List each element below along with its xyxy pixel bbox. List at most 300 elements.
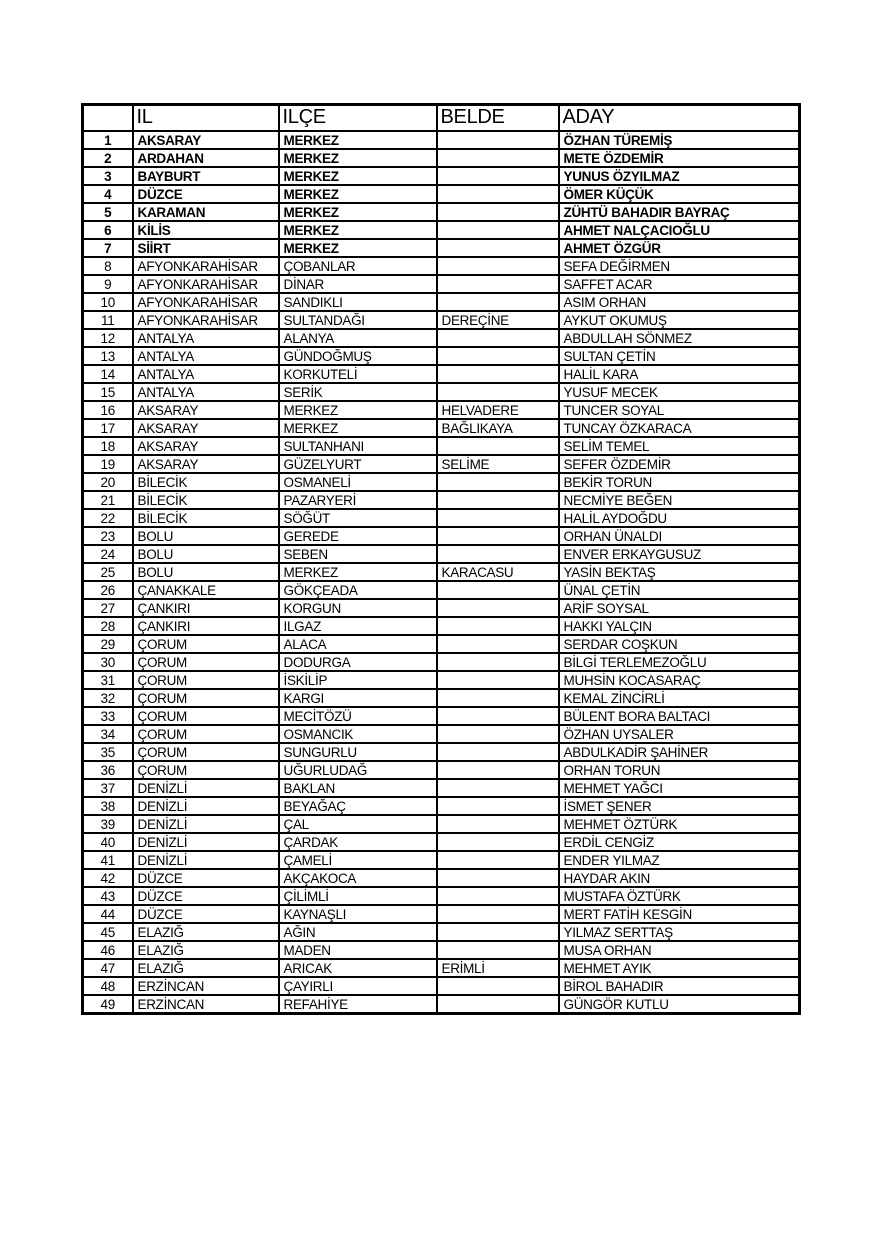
ilce-cell: AKÇAKOCA bbox=[279, 869, 437, 887]
il-cell: ÇORUM bbox=[133, 761, 279, 779]
table-row bbox=[83, 905, 800, 923]
row-number-cell: 43 bbox=[83, 887, 133, 905]
row-number-cell: 11 bbox=[83, 311, 133, 329]
il-cell: BOLU bbox=[133, 545, 279, 563]
row-number-cell: 35 bbox=[83, 743, 133, 761]
table-row bbox=[83, 941, 800, 959]
belde-cell bbox=[437, 779, 559, 797]
ilce-cell: SÖĞÜT bbox=[279, 509, 437, 527]
il-cell: ERZİNCAN bbox=[133, 995, 279, 1014]
il-cell: DENİZLİ bbox=[133, 851, 279, 869]
il-cell: AFYONKARAHİSAR bbox=[133, 257, 279, 275]
table-row bbox=[83, 959, 800, 977]
il-cell: ANTALYA bbox=[133, 347, 279, 365]
belde-cell bbox=[437, 995, 559, 1014]
ilce-cell: ALANYA bbox=[279, 329, 437, 347]
row-number-cell: 34 bbox=[83, 725, 133, 743]
table-row bbox=[83, 851, 800, 869]
row-number-cell: 25 bbox=[83, 563, 133, 581]
aday-cell: YUNUS ÖZYILMAZ bbox=[559, 167, 800, 185]
ilce-cell: OSMANCIK bbox=[279, 725, 437, 743]
table-row bbox=[83, 509, 800, 527]
table-row bbox=[83, 347, 800, 365]
aday-cell: METE ÖZDEMİR bbox=[559, 149, 800, 167]
ilce-cell: REFAHİYE bbox=[279, 995, 437, 1014]
ilce-cell: KORKUTELİ bbox=[279, 365, 437, 383]
belde-cell bbox=[437, 761, 559, 779]
row-number-cell: 9 bbox=[83, 275, 133, 293]
table-row bbox=[83, 221, 800, 239]
row-number-cell: 6 bbox=[83, 221, 133, 239]
belde-cell bbox=[437, 185, 559, 203]
il-cell: AKSARAY bbox=[133, 437, 279, 455]
row-number-cell: 33 bbox=[83, 707, 133, 725]
ilce-cell: ÇAMELİ bbox=[279, 851, 437, 869]
ilce-cell: ARICAK bbox=[279, 959, 437, 977]
belde-cell bbox=[437, 941, 559, 959]
ilce-cell: UĞURLUDAĞ bbox=[279, 761, 437, 779]
row-number-cell: 26 bbox=[83, 581, 133, 599]
aday-cell: ORHAN TORUN bbox=[559, 761, 800, 779]
belde-cell bbox=[437, 491, 559, 509]
row-number-cell: 44 bbox=[83, 905, 133, 923]
aday-cell: GÜNGÖR KUTLU bbox=[559, 995, 800, 1014]
belde-cell bbox=[437, 923, 559, 941]
il-cell: ELAZIĞ bbox=[133, 959, 279, 977]
il-cell: KARAMAN bbox=[133, 203, 279, 221]
ilce-cell: DİNAR bbox=[279, 275, 437, 293]
ilce-cell: MERKEZ bbox=[279, 149, 437, 167]
belde-cell: HELVADERE bbox=[437, 401, 559, 419]
ilce-cell: PAZARYERİ bbox=[279, 491, 437, 509]
table-row bbox=[83, 329, 800, 347]
table-row bbox=[83, 599, 800, 617]
aday-cell: ERDİL CENGİZ bbox=[559, 833, 800, 851]
aday-cell: SAFFET ACAR bbox=[559, 275, 800, 293]
aday-cell: SEFA DEĞİRMEN bbox=[559, 257, 800, 275]
aday-cell: AYKUT OKUMUŞ bbox=[559, 311, 800, 329]
il-cell: ÇORUM bbox=[133, 635, 279, 653]
belde-cell bbox=[437, 725, 559, 743]
belde-cell bbox=[437, 275, 559, 293]
il-cell: DENİZLİ bbox=[133, 833, 279, 851]
belde-cell bbox=[437, 653, 559, 671]
table-row bbox=[83, 887, 800, 905]
row-number-cell: 45 bbox=[83, 923, 133, 941]
il-cell: AFYONKARAHİSAR bbox=[133, 293, 279, 311]
il-cell: AKSARAY bbox=[133, 455, 279, 473]
ilce-cell: MERKEZ bbox=[279, 167, 437, 185]
aday-cell: YUSUF MECEK bbox=[559, 383, 800, 401]
aday-cell: SEFER ÖZDEMİR bbox=[559, 455, 800, 473]
belde-cell: DEREÇİNE bbox=[437, 311, 559, 329]
table-row bbox=[83, 239, 800, 257]
table-row bbox=[83, 671, 800, 689]
ilce-cell: SULTANHANI bbox=[279, 437, 437, 455]
ilce-cell: ÇAYIRLI bbox=[279, 977, 437, 995]
table-row bbox=[83, 131, 800, 149]
il-cell: ÇORUM bbox=[133, 707, 279, 725]
belde-cell bbox=[437, 203, 559, 221]
ilce-cell: OSMANELİ bbox=[279, 473, 437, 491]
il-cell: BİLECİK bbox=[133, 509, 279, 527]
aday-cell: BİLGİ TERLEMEZOĞLU bbox=[559, 653, 800, 671]
row-number-cell: 27 bbox=[83, 599, 133, 617]
ilce-cell: ÇOBANLAR bbox=[279, 257, 437, 275]
il-cell: ELAZIĞ bbox=[133, 941, 279, 959]
il-cell: ANTALYA bbox=[133, 329, 279, 347]
aday-cell: SELİM TEMEL bbox=[559, 437, 800, 455]
table-row bbox=[83, 995, 800, 1014]
aday-cell: SERDAR COŞKUN bbox=[559, 635, 800, 653]
aday-cell: TUNCAY ÖZKARACA bbox=[559, 419, 800, 437]
row-number-cell: 1 bbox=[83, 131, 133, 149]
ilce-cell: MADEN bbox=[279, 941, 437, 959]
table-row bbox=[83, 743, 800, 761]
table-row bbox=[83, 311, 800, 329]
table-row bbox=[83, 275, 800, 293]
table-row bbox=[83, 383, 800, 401]
table-row bbox=[83, 635, 800, 653]
row-number-cell: 2 bbox=[83, 149, 133, 167]
belde-cell bbox=[437, 437, 559, 455]
il-cell: BAYBURT bbox=[133, 167, 279, 185]
aday-cell: ABDULKADİR ŞAHİNER bbox=[559, 743, 800, 761]
ilce-cell: BEYAĞAÇ bbox=[279, 797, 437, 815]
row-number-cell: 38 bbox=[83, 797, 133, 815]
il-cell: ÇORUM bbox=[133, 725, 279, 743]
belde-cell bbox=[437, 347, 559, 365]
belde-cell: ERİMLİ bbox=[437, 959, 559, 977]
table-row bbox=[83, 617, 800, 635]
header-il: IL bbox=[133, 105, 279, 132]
il-cell: AFYONKARAHİSAR bbox=[133, 275, 279, 293]
belde-cell: KARACASU bbox=[437, 563, 559, 581]
table-row bbox=[83, 149, 800, 167]
ilce-cell: KARGI bbox=[279, 689, 437, 707]
aday-cell: HAYDAR AKIN bbox=[559, 869, 800, 887]
table-row bbox=[83, 869, 800, 887]
belde-cell bbox=[437, 833, 559, 851]
table-header-row bbox=[83, 105, 800, 132]
belde-cell bbox=[437, 815, 559, 833]
aday-cell: ORHAN ÜNALDI bbox=[559, 527, 800, 545]
table-row bbox=[83, 185, 800, 203]
aday-cell: MUHSİN KOCASARAÇ bbox=[559, 671, 800, 689]
belde-cell bbox=[437, 977, 559, 995]
belde-cell bbox=[437, 167, 559, 185]
header-ilce: ILÇE bbox=[279, 105, 437, 132]
row-number-cell: 21 bbox=[83, 491, 133, 509]
row-number-cell: 14 bbox=[83, 365, 133, 383]
table-row bbox=[83, 491, 800, 509]
ilce-cell: İSKİLİP bbox=[279, 671, 437, 689]
aday-cell: ÖMER KÜÇÜK bbox=[559, 185, 800, 203]
ilce-cell: GEREDE bbox=[279, 527, 437, 545]
row-number-cell: 20 bbox=[83, 473, 133, 491]
il-cell: ELAZIĞ bbox=[133, 923, 279, 941]
aday-cell: BÜLENT BORA BALTACI bbox=[559, 707, 800, 725]
il-cell: ÇORUM bbox=[133, 689, 279, 707]
il-cell: ÇORUM bbox=[133, 671, 279, 689]
table-row bbox=[83, 437, 800, 455]
row-number-cell: 13 bbox=[83, 347, 133, 365]
row-number-cell: 28 bbox=[83, 617, 133, 635]
aday-cell: KEMAL ZİNCİRLİ bbox=[559, 689, 800, 707]
row-number-cell: 22 bbox=[83, 509, 133, 527]
il-cell: DÜZCE bbox=[133, 887, 279, 905]
candidates-table bbox=[81, 103, 801, 1015]
table-row bbox=[83, 401, 800, 419]
belde-cell bbox=[437, 239, 559, 257]
ilce-cell: SERİK bbox=[279, 383, 437, 401]
header-aday: ADAY bbox=[559, 105, 800, 132]
table-row bbox=[83, 167, 800, 185]
table-row bbox=[83, 563, 800, 581]
row-number-cell: 41 bbox=[83, 851, 133, 869]
ilce-cell: BAKLAN bbox=[279, 779, 437, 797]
il-cell: ÇANKIRI bbox=[133, 617, 279, 635]
il-cell: ÇANKIRI bbox=[133, 599, 279, 617]
belde-cell bbox=[437, 293, 559, 311]
table-row bbox=[83, 455, 800, 473]
row-number-cell: 24 bbox=[83, 545, 133, 563]
row-number-cell: 15 bbox=[83, 383, 133, 401]
ilce-cell: DODURGA bbox=[279, 653, 437, 671]
ilce-cell: SANDIKLI bbox=[279, 293, 437, 311]
row-number-cell: 17 bbox=[83, 419, 133, 437]
aday-cell: ÜNAL ÇETİN bbox=[559, 581, 800, 599]
ilce-cell: MECİTÖZÜ bbox=[279, 707, 437, 725]
row-number-cell: 39 bbox=[83, 815, 133, 833]
aday-cell: BİROL BAHADIR bbox=[559, 977, 800, 995]
table-body bbox=[83, 131, 800, 1014]
table-row bbox=[83, 707, 800, 725]
table-row bbox=[83, 545, 800, 563]
row-number-cell: 37 bbox=[83, 779, 133, 797]
row-number-cell: 16 bbox=[83, 401, 133, 419]
ilce-cell: KAYNAŞLI bbox=[279, 905, 437, 923]
aday-cell: AHMET NALÇACIOĞLU bbox=[559, 221, 800, 239]
il-cell: DENİZLİ bbox=[133, 779, 279, 797]
table-row bbox=[83, 923, 800, 941]
belde-cell bbox=[437, 887, 559, 905]
aday-cell: MERT FATİH KESGİN bbox=[559, 905, 800, 923]
belde-cell: BAĞLIKAYA bbox=[437, 419, 559, 437]
table-row bbox=[83, 257, 800, 275]
table-row bbox=[83, 293, 800, 311]
belde-cell: SELİME bbox=[437, 455, 559, 473]
ilce-cell: GÜNDOĞMUŞ bbox=[279, 347, 437, 365]
ilce-cell: SUNGURLU bbox=[279, 743, 437, 761]
il-cell: ÇORUM bbox=[133, 653, 279, 671]
il-cell: ARDAHAN bbox=[133, 149, 279, 167]
il-cell: DENİZLİ bbox=[133, 815, 279, 833]
ilce-cell: SEBEN bbox=[279, 545, 437, 563]
row-number-cell: 47 bbox=[83, 959, 133, 977]
aday-cell: İSMET ŞENER bbox=[559, 797, 800, 815]
il-cell: ÇORUM bbox=[133, 743, 279, 761]
row-number-cell: 40 bbox=[83, 833, 133, 851]
il-cell: BOLU bbox=[133, 527, 279, 545]
row-number-cell: 42 bbox=[83, 869, 133, 887]
aday-cell: MEHMET ÖZTÜRK bbox=[559, 815, 800, 833]
il-cell: DÜZCE bbox=[133, 905, 279, 923]
row-number-cell: 31 bbox=[83, 671, 133, 689]
il-cell: AFYONKARAHİSAR bbox=[133, 311, 279, 329]
aday-cell: MUSTAFA ÖZTÜRK bbox=[559, 887, 800, 905]
header-belde: BELDE bbox=[437, 105, 559, 132]
il-cell: ERZİNCAN bbox=[133, 977, 279, 995]
belde-cell bbox=[437, 131, 559, 149]
il-cell: AKSARAY bbox=[133, 401, 279, 419]
aday-cell: HALİL AYDOĞDU bbox=[559, 509, 800, 527]
aday-cell: HAKKI YALÇIN bbox=[559, 617, 800, 635]
aday-cell: YASİN BEKTAŞ bbox=[559, 563, 800, 581]
il-cell: AKSARAY bbox=[133, 131, 279, 149]
ilce-cell: ÇARDAK bbox=[279, 833, 437, 851]
il-cell: BİLECİK bbox=[133, 491, 279, 509]
row-number-cell: 7 bbox=[83, 239, 133, 257]
il-cell: AKSARAY bbox=[133, 419, 279, 437]
aday-cell: MUSA ORHAN bbox=[559, 941, 800, 959]
row-number-cell: 46 bbox=[83, 941, 133, 959]
il-cell: DÜZCE bbox=[133, 869, 279, 887]
aday-cell: BEKİR TORUN bbox=[559, 473, 800, 491]
ilce-cell: ÇAL bbox=[279, 815, 437, 833]
ilce-cell: MERKEZ bbox=[279, 185, 437, 203]
belde-cell bbox=[437, 383, 559, 401]
aday-cell: ASIM ORHAN bbox=[559, 293, 800, 311]
table-row bbox=[83, 797, 800, 815]
aday-cell: TUNCER SOYAL bbox=[559, 401, 800, 419]
belde-cell bbox=[437, 365, 559, 383]
aday-cell: NECMİYE BEĞEN bbox=[559, 491, 800, 509]
row-number-cell: 48 bbox=[83, 977, 133, 995]
table-row bbox=[83, 527, 800, 545]
row-number-cell: 3 bbox=[83, 167, 133, 185]
aday-cell: ÖZHAN TÜREMİŞ bbox=[559, 131, 800, 149]
il-cell: ANTALYA bbox=[133, 365, 279, 383]
row-number-cell: 32 bbox=[83, 689, 133, 707]
belde-cell bbox=[437, 221, 559, 239]
belde-cell bbox=[437, 869, 559, 887]
row-number-cell: 5 bbox=[83, 203, 133, 221]
aday-cell: ABDULLAH SÖNMEZ bbox=[559, 329, 800, 347]
belde-cell bbox=[437, 617, 559, 635]
row-number-cell: 10 bbox=[83, 293, 133, 311]
aday-cell: ENVER ERKAYGUSUZ bbox=[559, 545, 800, 563]
belde-cell bbox=[437, 527, 559, 545]
belde-cell bbox=[437, 509, 559, 527]
row-number-cell: 36 bbox=[83, 761, 133, 779]
il-cell: BİLECİK bbox=[133, 473, 279, 491]
header-no bbox=[83, 105, 133, 132]
aday-cell: MEHMET YAĞCI bbox=[559, 779, 800, 797]
table-row bbox=[83, 419, 800, 437]
row-number-cell: 30 bbox=[83, 653, 133, 671]
belde-cell bbox=[437, 329, 559, 347]
belde-cell bbox=[437, 581, 559, 599]
aday-cell: AHMET ÖZGÜR bbox=[559, 239, 800, 257]
table-row bbox=[83, 689, 800, 707]
il-cell: DÜZCE bbox=[133, 185, 279, 203]
ilce-cell: MERKEZ bbox=[279, 131, 437, 149]
ilce-cell: MERKEZ bbox=[279, 401, 437, 419]
belde-cell bbox=[437, 599, 559, 617]
aday-cell: ÖZHAN UYSALER bbox=[559, 725, 800, 743]
row-number-cell: 4 bbox=[83, 185, 133, 203]
table-row bbox=[83, 977, 800, 995]
il-cell: ÇANAKKALE bbox=[133, 581, 279, 599]
table-row bbox=[83, 725, 800, 743]
belde-cell bbox=[437, 149, 559, 167]
row-number-cell: 29 bbox=[83, 635, 133, 653]
belde-cell bbox=[437, 851, 559, 869]
belde-cell bbox=[437, 635, 559, 653]
table-row bbox=[83, 365, 800, 383]
il-cell: SİİRT bbox=[133, 239, 279, 257]
row-number-cell: 12 bbox=[83, 329, 133, 347]
row-number-cell: 18 bbox=[83, 437, 133, 455]
row-number-cell: 49 bbox=[83, 995, 133, 1014]
belde-cell bbox=[437, 905, 559, 923]
aday-cell: SULTAN ÇETİN bbox=[559, 347, 800, 365]
belde-cell bbox=[437, 707, 559, 725]
ilce-cell: SULTANDAĞI bbox=[279, 311, 437, 329]
table-row bbox=[83, 581, 800, 599]
table-row bbox=[83, 815, 800, 833]
aday-cell: MEHMET AYIK bbox=[559, 959, 800, 977]
aday-cell: YILMAZ SERTTAŞ bbox=[559, 923, 800, 941]
aday-cell: ARİF SOYSAL bbox=[559, 599, 800, 617]
ilce-cell: KORGUN bbox=[279, 599, 437, 617]
table-row bbox=[83, 761, 800, 779]
belde-cell bbox=[437, 257, 559, 275]
ilce-cell: GÜZELYURT bbox=[279, 455, 437, 473]
belde-cell bbox=[437, 743, 559, 761]
ilce-cell: ALACA bbox=[279, 635, 437, 653]
il-cell: BOLU bbox=[133, 563, 279, 581]
belde-cell bbox=[437, 671, 559, 689]
row-number-cell: 8 bbox=[83, 257, 133, 275]
ilce-cell: ÇİLİMLİ bbox=[279, 887, 437, 905]
ilce-cell: AĞIN bbox=[279, 923, 437, 941]
row-number-cell: 23 bbox=[83, 527, 133, 545]
row-number-cell: 19 bbox=[83, 455, 133, 473]
table-row bbox=[83, 203, 800, 221]
aday-cell: HALİL KARA bbox=[559, 365, 800, 383]
belde-cell bbox=[437, 545, 559, 563]
il-cell: ANTALYA bbox=[133, 383, 279, 401]
il-cell: KİLİS bbox=[133, 221, 279, 239]
ilce-cell: MERKEZ bbox=[279, 563, 437, 581]
table-row bbox=[83, 779, 800, 797]
ilce-cell: ILGAZ bbox=[279, 617, 437, 635]
aday-cell: ZÜHTÜ BAHADIR BAYRAÇ bbox=[559, 203, 800, 221]
belde-cell bbox=[437, 473, 559, 491]
il-cell: DENİZLİ bbox=[133, 797, 279, 815]
ilce-cell: MERKEZ bbox=[279, 221, 437, 239]
aday-cell: ENDER YILMAZ bbox=[559, 851, 800, 869]
ilce-cell: MERKEZ bbox=[279, 419, 437, 437]
belde-cell bbox=[437, 797, 559, 815]
table-row bbox=[83, 653, 800, 671]
table-row bbox=[83, 473, 800, 491]
ilce-cell: MERKEZ bbox=[279, 239, 437, 257]
table-row bbox=[83, 833, 800, 851]
ilce-cell: MERKEZ bbox=[279, 203, 437, 221]
